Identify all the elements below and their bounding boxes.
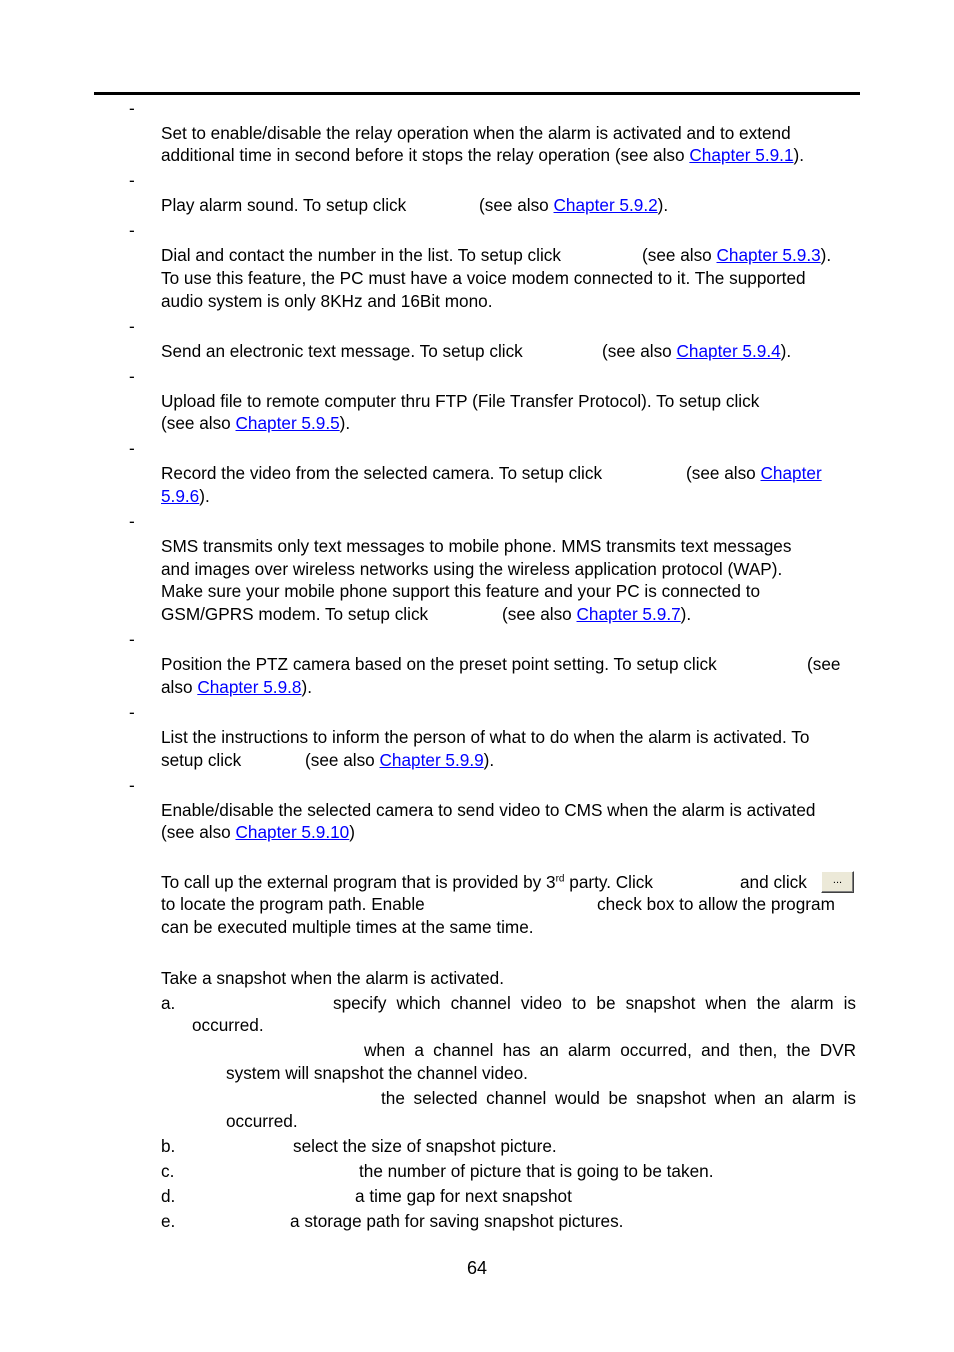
snapshot-item-c-label: c. (161, 1161, 175, 1181)
snapshot-intro: Take a snapshot when the alarm is activated. (161, 968, 504, 988)
external-line-3: can be executed multiple times at the same time. (161, 917, 534, 937)
record-see-also: (see also Chapter (686, 463, 822, 483)
bullet-dash: - (129, 702, 135, 722)
snapshot-item-b-label: b. (161, 1136, 176, 1156)
bullet-dash: - (129, 220, 135, 240)
snapshot-item-b-text: select the size of snapshot picture. (293, 1136, 557, 1156)
bullet-dash: - (129, 511, 135, 531)
sms-see-also: (see also Chapter 5.9.7). (502, 604, 692, 624)
chapter-link[interactable]: Chapter 5.9.2 (553, 195, 658, 215)
ptz-see: (see (807, 654, 841, 674)
sound-see-also: (see also Chapter 5.9.2). (479, 195, 669, 215)
bullet-dash: - (129, 366, 135, 386)
external-line-2a: to locate the program path. Enable (161, 894, 425, 914)
snapshot-item-d-label: d. (161, 1186, 176, 1206)
sms-line-3: Make sure your mobile phone support this feature and your PC is connected to (161, 581, 761, 601)
snapshot-item-a-label: a. (161, 993, 176, 1013)
snapshot-item-a-text: specify which channel video to be snapshot when the alarm is (333, 993, 856, 1013)
bullet-dash: - (129, 98, 135, 118)
snapshot-item-c-text: the number of picture that is going to be taken. (359, 1161, 714, 1181)
dial-see-also: (see also Chapter 5.9.3). (642, 245, 832, 265)
chapter-link[interactable]: Chapter 5.9.4 (676, 341, 781, 361)
snapshot-item-e-label: e. (161, 1211, 176, 1231)
relay-line-1: Set to enable/disable the relay operation when the alarm is activated and to extend (161, 123, 791, 143)
instructions-text: setup click (161, 750, 242, 770)
instructions-see-also: (see also Chapter 5.9.9). (305, 750, 495, 770)
chapter-link[interactable]: Chapter 5.9.1 (689, 145, 794, 165)
snapshot-item-a-cont: occurred. (192, 1015, 264, 1035)
dial-line-3: audio system is only 8KHz and 16Bit mono. (161, 291, 493, 311)
browse-button[interactable]: ... (821, 871, 854, 893)
chapter-link[interactable]: Chapter 5.9.10 (235, 822, 350, 842)
sms-line-4: GSM/GPRS modem. To setup click (161, 604, 429, 624)
snapshot-item-a1-cont: system will snapshot the channel video. (226, 1063, 528, 1083)
page-number: 64 (466, 1258, 488, 1278)
sound-text: Play alarm sound. To setup click (161, 195, 407, 215)
external-and-click: and click (740, 872, 807, 892)
header-rule (94, 92, 860, 95)
chapter-link[interactable]: Chapter (760, 463, 822, 483)
email-text: Send an electronic text message. To setup click (161, 341, 523, 361)
bullet-dash: - (129, 438, 135, 458)
instructions-line-1: List the instructions to inform the person of what to do when the alarm is activated. To (161, 727, 810, 747)
snapshot-item-d-text: a time gap for next snapshot (355, 1186, 572, 1206)
sms-line-1: SMS transmits only text messages to mobile phone. MMS transmits text messages (161, 536, 792, 556)
email-see-also: (see also Chapter 5.9.4). (602, 341, 792, 361)
snapshot-item-a2-cont: occurred. (226, 1111, 298, 1131)
dial-text: Dial and contact the number in the list. To setup click (161, 245, 561, 265)
ptz-see-also: also Chapter 5.9.8). (161, 677, 312, 697)
snapshot-item-e-text: a storage path for saving snapshot pictures. (290, 1211, 624, 1231)
sms-line-2: and images over wireless networks using the wireless application protocol (WAP). (161, 559, 783, 579)
snapshot-item-a2-text: the selected channel would be snapshot when an alarm is (381, 1088, 856, 1108)
cms-see-also: (see also Chapter 5.9.10) (161, 822, 355, 842)
snapshot-item-a1-text: when a channel has an alarm occurred, and then, the DVR (364, 1040, 856, 1060)
ftp-see-also: (see also Chapter 5.9.5). (161, 413, 351, 433)
bullet-dash: - (129, 316, 135, 336)
bullet-dash: - (129, 775, 135, 795)
chapter-link[interactable]: Chapter 5.9.8 (197, 677, 302, 697)
external-line-2b: check box to allow the program (597, 894, 835, 914)
record-line-2: 5.9.6). (161, 486, 210, 506)
record-text: Record the video from the selected camera. To setup click (161, 463, 603, 483)
dial-line-2: To use this feature, the PC must have a voice modem connected to it. The supported (161, 268, 806, 288)
chapter-link[interactable]: 5.9.6 (161, 486, 200, 506)
external-line-1: To call up the external program that is provided by 3rd party. Click (161, 872, 653, 892)
chapter-link[interactable]: Chapter 5.9.3 (716, 245, 821, 265)
relay-line-2: additional time in second before it stops the relay operation (see also Chapter 5.9.1). (161, 145, 805, 165)
chapter-link[interactable]: Chapter 5.9.5 (235, 413, 340, 433)
ptz-text: Position the PTZ camera based on the preset point setting. To setup click (161, 654, 717, 674)
cms-line-1: Enable/disable the selected camera to send video to CMS when the alarm is activated (161, 800, 816, 820)
bullet-dash: - (129, 629, 135, 649)
chapter-link[interactable]: Chapter 5.9.7 (576, 604, 681, 624)
ftp-line-1: Upload file to remote computer thru FTP (File Transfer Protocol). To setup click (161, 391, 760, 411)
chapter-link[interactable]: Chapter 5.9.9 (379, 750, 484, 770)
bullet-dash: - (129, 170, 135, 190)
